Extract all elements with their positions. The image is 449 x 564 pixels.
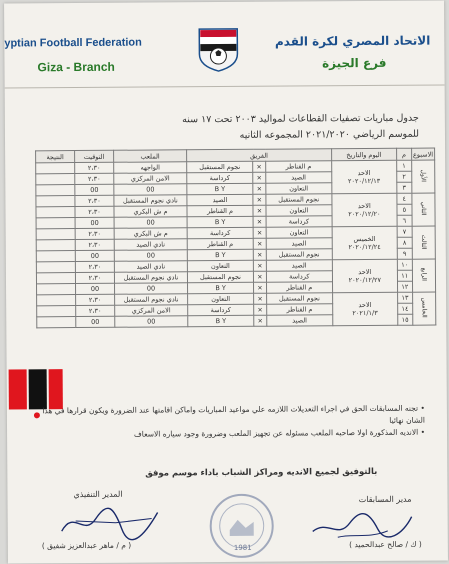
match-date: ٢٠٢٠/١٢/٢٠ xyxy=(348,209,381,219)
venue: 00 xyxy=(114,217,187,229)
match-number: ٥ xyxy=(397,204,412,215)
header-venue: الملعب xyxy=(114,150,187,163)
kickoff-time: ٢،٣٠ xyxy=(75,173,114,184)
home-team: كرداسة xyxy=(266,216,332,227)
result xyxy=(36,240,75,251)
result xyxy=(36,185,75,196)
result xyxy=(36,163,75,174)
venue: الامن المركزي xyxy=(115,305,188,317)
match-number: ١٢ xyxy=(397,281,412,292)
match-number: ٦ xyxy=(397,215,412,226)
away-team: الصيد xyxy=(187,194,253,205)
venue: الواجهه xyxy=(114,162,187,174)
note-item: • الانديه المذكورة اولا صاحبه الملعب مسئوله عن تجهيز الملعب وضرورة وجود سياره الاسعاف xyxy=(133,427,426,439)
schedule-title: جدول مباريات تصفيات القطاعات لمواليد ٢٠٠٣ تحت ١٧ سنه xyxy=(182,112,419,126)
match-date: ٢٠٢٠/١٢/٢٧ xyxy=(348,275,382,285)
week-label: الثالث xyxy=(420,234,428,250)
versus-mark: × xyxy=(253,249,266,260)
venue: 00 xyxy=(115,316,188,328)
kickoff-time: 00 xyxy=(75,184,114,195)
result xyxy=(37,317,76,328)
home-team: الصيد xyxy=(266,172,332,183)
round-stamp-icon xyxy=(207,492,275,560)
versus-mark: × xyxy=(253,238,266,249)
result xyxy=(36,207,75,218)
week-cell xyxy=(412,292,435,325)
home-team: التعاون xyxy=(266,205,332,216)
match-date: ٢٠٢١/١/٣ xyxy=(352,308,378,318)
match-number: ٧ xyxy=(397,226,412,237)
header-result: النتيجة xyxy=(36,151,75,163)
kickoff-time: ٢،٣٠ xyxy=(75,195,114,206)
result xyxy=(36,262,75,273)
schedule-table xyxy=(35,148,436,329)
kickoff-time: ٢،٣٠ xyxy=(75,239,114,250)
match-day: الاحد xyxy=(357,201,371,211)
week-label: الخامس xyxy=(420,297,428,318)
match-number: ١٣ xyxy=(397,292,412,303)
signature-left-icon xyxy=(56,500,166,541)
match-number: ٣ xyxy=(397,182,412,193)
day-date-cell xyxy=(332,259,397,292)
match-number: ٤ xyxy=(397,193,412,204)
versus-mark: × xyxy=(254,315,267,326)
away-team: نجوم المستقبل xyxy=(187,161,253,172)
competitions-manager-name: ( ك / صالح عبدالحميد ) xyxy=(349,539,422,550)
home-team: كرداسة xyxy=(266,271,332,282)
venue: نادي الصيد xyxy=(114,239,187,251)
result xyxy=(36,174,75,185)
kickoff-time: ٢،٣٠ xyxy=(75,272,114,283)
away-team: م القناطر xyxy=(187,205,253,216)
away-team: كرداسة xyxy=(187,227,253,238)
executive-manager-title: المدير التنفيذي xyxy=(73,489,123,500)
header-number: م xyxy=(396,148,411,160)
day-date-cell xyxy=(332,292,397,325)
result xyxy=(37,306,76,317)
federation-name-ar: الاتحاد المصري لكرة القدم xyxy=(274,33,431,49)
away-team: نجوم المستقبل xyxy=(187,271,253,282)
versus-mark: × xyxy=(253,216,266,227)
match-day: الاحد xyxy=(358,267,372,277)
match-day: الاحد xyxy=(357,168,371,178)
venue: نادي نجوم المستقبل xyxy=(115,294,188,306)
result xyxy=(36,273,75,284)
venue: 00 xyxy=(114,184,187,196)
closing-wish: بالتوفيق لجميع الانديه ومراكز الشباب باداء موسم موفق xyxy=(145,466,378,479)
away-team: B Y xyxy=(188,315,254,326)
match-number: ٨ xyxy=(397,237,412,248)
versus-mark: × xyxy=(254,271,267,282)
kickoff-time: ٢،٣٠ xyxy=(76,305,115,316)
versus-mark: × xyxy=(253,172,266,183)
match-number: ٩ xyxy=(397,248,412,259)
away-team: B Y xyxy=(187,183,253,194)
kickoff-time: ٢،٣٠ xyxy=(75,228,114,239)
result xyxy=(37,295,76,306)
note-item: • تجنه المسابقات الحق في اجراء التعديلات اللازمه علي مواعيد المباريات واماكن اقامتها عند الضرورة ويكون قرارها في هذا الشان نهائيا xyxy=(42,403,426,425)
match-day: الاحد xyxy=(358,300,372,310)
federation-name-en: yptian Football Federation xyxy=(4,36,142,50)
kickoff-time: 00 xyxy=(75,250,114,261)
venue: 00 xyxy=(114,250,187,262)
home-team: نجوم المستقبل xyxy=(266,194,332,205)
home-team: م القناطر xyxy=(266,282,332,293)
venue: الامن المركزي xyxy=(114,173,187,185)
result xyxy=(36,229,75,240)
header-divider xyxy=(5,84,445,88)
home-team: م القناطر xyxy=(266,304,332,315)
result xyxy=(36,251,75,262)
notes-block xyxy=(25,403,425,442)
result xyxy=(37,284,76,295)
kickoff-time: ٢،٣٠ xyxy=(76,294,115,305)
kickoff-time: ٢،٣٠ xyxy=(75,206,114,217)
week-label: الثاني xyxy=(419,201,427,216)
week-cell xyxy=(412,259,435,292)
kickoff-time: 00 xyxy=(76,283,115,294)
home-team: التعاون xyxy=(266,183,332,194)
away-team: كرداسة xyxy=(187,172,253,183)
match-number: ١ xyxy=(396,160,411,171)
branch-name-ar: فرع الجيزة xyxy=(322,55,387,71)
home-team: الصيد xyxy=(266,238,332,249)
kickoff-time: ٢،٣٠ xyxy=(75,162,114,173)
result xyxy=(36,218,75,229)
signature-right-icon xyxy=(308,509,418,544)
home-team: التعاون xyxy=(266,227,332,238)
competitions-manager-title: مدير المسابقات xyxy=(358,494,412,505)
versus-mark: × xyxy=(253,205,266,216)
away-team: التعاون xyxy=(188,293,254,304)
week-label: الرابع xyxy=(420,267,428,282)
versus-mark: × xyxy=(254,304,267,315)
home-team: نجوم المستقبل xyxy=(266,249,332,260)
match-date: ٢٠٢٠/١٢/١٣ xyxy=(347,176,381,186)
week-label: الأول xyxy=(419,169,427,182)
day-date-cell xyxy=(331,160,396,193)
venue: م ش البكري xyxy=(114,228,187,240)
header-week: الاسبوع xyxy=(411,148,434,160)
header-time: التوقيت xyxy=(75,150,114,162)
home-team: الصيد xyxy=(266,260,332,271)
kickoff-time: ٢،٣٠ xyxy=(75,261,114,272)
header-day-date: اليوم والتاريخ xyxy=(331,148,396,160)
away-team: كرداسة xyxy=(188,304,254,315)
header-team: الفريق xyxy=(187,149,332,162)
venue: 00 xyxy=(115,283,188,295)
home-team: نجوم المستقبل xyxy=(266,293,332,304)
versus-mark: × xyxy=(253,194,266,205)
week-cell xyxy=(412,193,435,226)
away-team: التعاون xyxy=(187,260,253,271)
versus-mark: × xyxy=(253,260,266,271)
match-number: ١١ xyxy=(397,270,412,281)
week-cell xyxy=(412,226,435,259)
away-team: B Y xyxy=(187,216,253,227)
match-number: ١٠ xyxy=(397,259,412,270)
venue: نادي نجوم المستقبل xyxy=(114,195,187,207)
match-number: ١٤ xyxy=(397,303,412,314)
day-date-cell xyxy=(332,226,397,259)
versus-mark: × xyxy=(253,161,266,172)
match-day: الخميس xyxy=(353,234,376,244)
venue: نادي نجوم المستقبل xyxy=(114,272,187,284)
efa-logo-icon xyxy=(196,26,240,72)
match-number: ١٥ xyxy=(398,314,413,325)
stamp-year: 1981 xyxy=(233,543,252,552)
away-team: م القناطر xyxy=(187,238,253,249)
versus-mark: × xyxy=(253,183,266,194)
document-page xyxy=(4,0,448,563)
versus-mark: × xyxy=(254,293,267,304)
venue: م ش البكري xyxy=(114,206,187,218)
kickoff-time: 00 xyxy=(75,217,114,228)
away-team: B Y xyxy=(188,282,254,293)
away-team: B Y xyxy=(187,249,253,260)
venue: نادي الصيد xyxy=(114,261,187,273)
match-number: ٢ xyxy=(397,171,412,182)
home-team: الصيد xyxy=(267,315,333,326)
executive-manager-name: ( م / ماهر عبدالعزيز شفيق ) xyxy=(41,540,132,551)
home-team: م القناطر xyxy=(265,161,331,172)
branch-name-en: Giza - Branch xyxy=(37,59,115,75)
schedule-subtitle: للموسم الرياضي ٢٠٢١/٢٠٢٠ المجموعه الثانيه xyxy=(239,128,420,141)
kickoff-time: 00 xyxy=(76,316,115,327)
week-cell xyxy=(411,160,434,193)
versus-mark: × xyxy=(253,227,266,238)
day-date-cell xyxy=(332,193,397,226)
result xyxy=(36,196,75,207)
versus-mark: × xyxy=(254,282,267,293)
match-date: ٢٠٢٠/١٢/٢٤ xyxy=(348,242,381,252)
